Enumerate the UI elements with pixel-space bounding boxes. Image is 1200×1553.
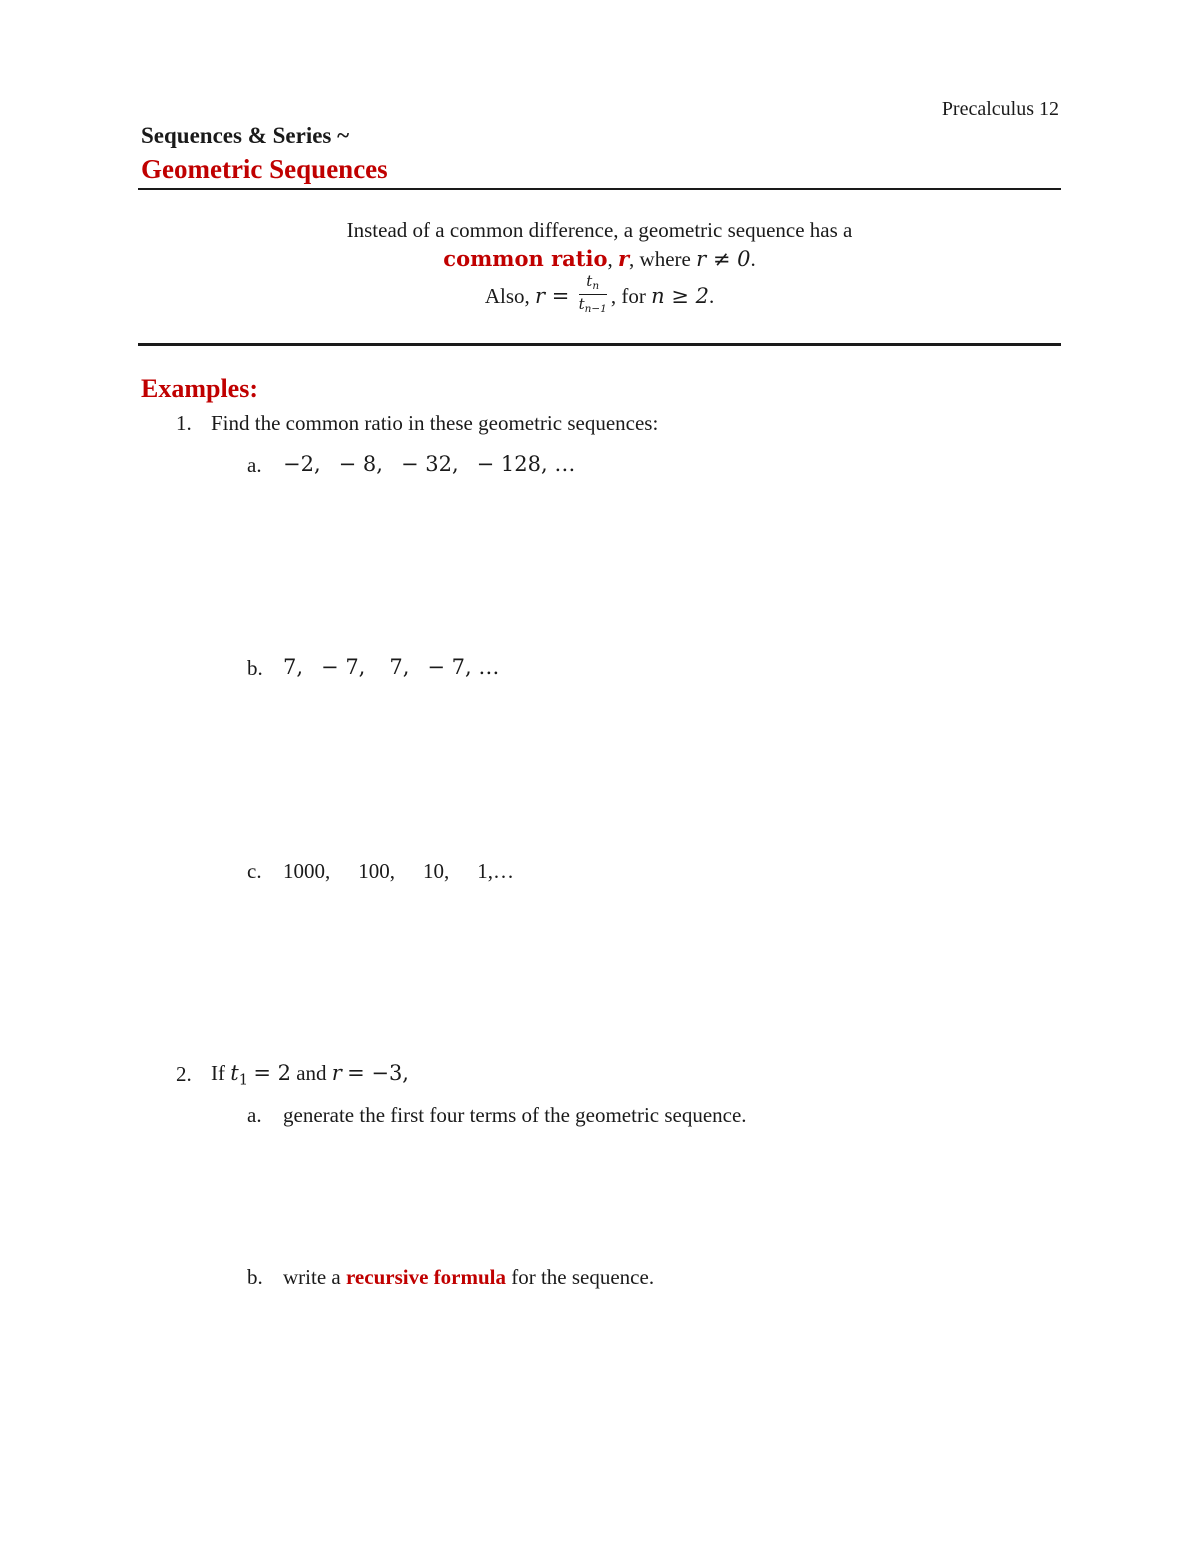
question-1a-sequence <box>283 452 575 476</box>
examples-heading: Examples: <box>141 374 258 403</box>
definition-line-1 <box>138 218 1061 243</box>
r-symbol-q2: r <box>331 1061 342 1085</box>
question-1b-sequence <box>283 655 499 679</box>
fraction-numerator <box>579 274 607 295</box>
q2b-suffix: for the sequence. <box>511 1265 655 1289</box>
question-2-text <box>211 1061 409 1088</box>
ratio-fraction <box>579 274 607 314</box>
sequence-term: − 128, … <box>476 452 576 476</box>
question-1c-letter: c. <box>247 859 262 883</box>
t1-symbol <box>230 1061 249 1089</box>
definition-intro: Instead of a common difference, a geometric sequence has a <box>346 218 853 242</box>
denominator-subscript: n−1 <box>584 302 607 315</box>
question-1-number: 1. <box>176 411 192 435</box>
sequence-term: 1000, <box>283 859 331 883</box>
sequence-term: 10, <box>423 859 450 883</box>
sequence-term: − 32, <box>400 452 459 476</box>
r-condition: r ≠ 0 <box>696 247 751 271</box>
sequence-term: − 8, <box>338 452 383 476</box>
t-letter: t <box>230 1061 239 1085</box>
page-title: Sequences & Series ~ <box>141 123 350 148</box>
sequence-term: −2, <box>283 452 321 476</box>
common-ratio-term: common ratio <box>443 246 608 271</box>
question-1b-letter: b. <box>247 656 263 680</box>
and-label: and <box>296 1061 327 1085</box>
question-2b-text <box>283 1265 654 1290</box>
also-label: Also, <box>484 283 530 308</box>
denominator-t: t <box>578 294 585 313</box>
question-2a-letter: a. <box>247 1103 262 1127</box>
q2b-prefix: write a <box>283 1265 341 1289</box>
r-equals: r = <box>535 283 570 308</box>
recursive-formula-term: recursive formula <box>345 1265 506 1289</box>
definition-period: . <box>750 247 756 271</box>
fraction-denominator <box>579 295 607 315</box>
course-label: Precalculus 12 <box>941 98 1059 120</box>
if-label: If <box>211 1061 225 1085</box>
t1-equals: = 2 <box>253 1061 291 1085</box>
n-condition: n ≥ 2 <box>651 283 709 308</box>
t-subscript: 1 <box>238 1071 249 1089</box>
bottom-divider <box>138 343 1061 346</box>
question-1-text: Find the common ratio in these geometric sequences: <box>211 411 659 435</box>
top-divider <box>138 188 1061 190</box>
sequence-term: 1,… <box>477 859 514 883</box>
for-label: , for <box>610 283 646 308</box>
definition-line-3 <box>138 272 1061 318</box>
definition-end: . <box>708 283 715 308</box>
sequence-term: − 7, <box>321 655 366 679</box>
sequence-term: 7, <box>283 655 304 679</box>
question-2-number: 2. <box>176 1062 192 1086</box>
definition-line-2 <box>138 246 1061 272</box>
question-1c-sequence <box>283 859 514 884</box>
definition-where: , where <box>629 247 691 271</box>
sequence-term: − 7, … <box>427 655 500 679</box>
numerator-t: t <box>586 272 593 290</box>
sequence-term: 100, <box>358 859 395 883</box>
question-1a-letter: a. <box>247 453 262 477</box>
r-equals-q2: = −3, <box>347 1061 409 1085</box>
question-2b-letter: b. <box>247 1265 263 1289</box>
definition-comma: , <box>607 247 613 271</box>
numerator-subscript: n <box>592 280 600 293</box>
question-2a-text: generate the first four terms of the geometric sequence. <box>283 1103 747 1127</box>
page-subtitle: Geometric Sequences <box>141 154 388 184</box>
sequence-term: 7, <box>389 655 410 679</box>
r-symbol: r <box>617 246 630 271</box>
